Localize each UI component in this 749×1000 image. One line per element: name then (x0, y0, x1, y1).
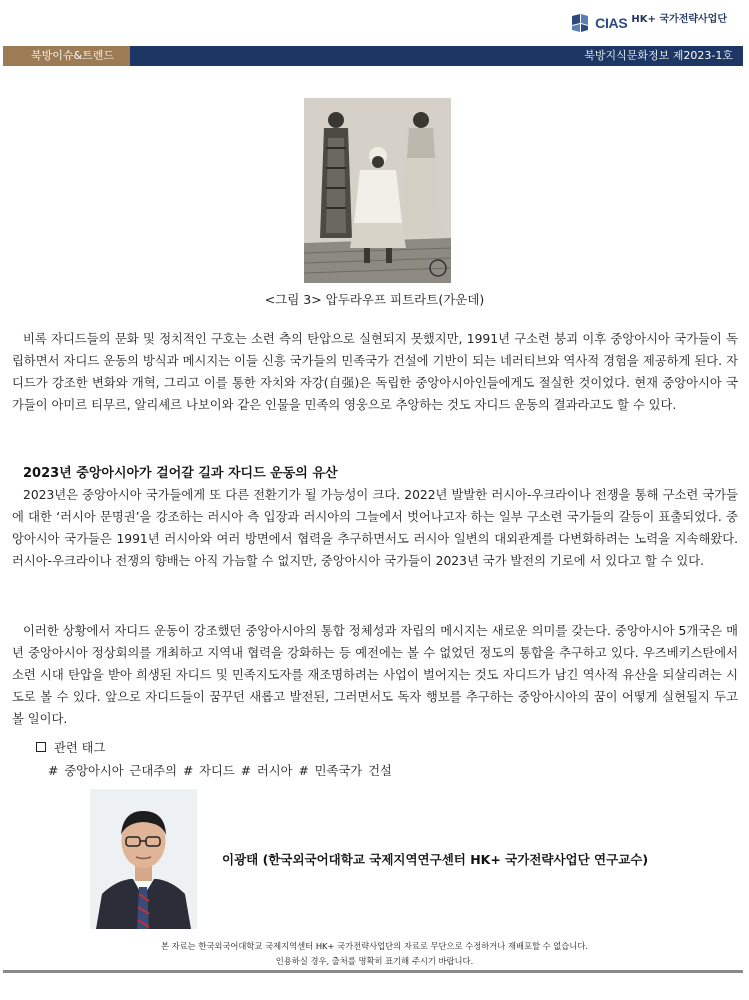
disclaimer-line-1: 본 자료는 한국외국어대학교 국제지역센터 HK+ 국가전략사업단의 자료로 무단으로 수정하거나 재배포할 수 없습니다. (161, 941, 588, 951)
figure-caption: <그림 3> 압두라우프 피트라트(가운데) (264, 292, 485, 307)
body-paragraph-1 (12, 329, 738, 417)
org-logo (569, 12, 727, 34)
issue-label: 북방지식문화정보 제2023-1호 (130, 46, 743, 66)
body-paragraph-1-text: 비록 자디드들의 문화 및 정치적인 구호는 소련 측의 탄압으로 실현되지 못했지만, 1991년 구소련 붕괴 이후 중앙아시아 국가들이 독립하면서 자디드 운동의 방식과 메시지는 이들 신흥 국가들의 민족국가 건설에 기반이 되는 네러티브와 역사적 경험을 제공하게 된다. 자디드가 강조한 변화와 개혁, 그리고 이를 통한 자치와 자강(自强)은 독립한 중앙아시아인들에게도 절실한 것이었다. 현재 중앙아시아 국가들이 아미르 티무르, 알리셰르 나보이와 같은 인물을 민족의 영웅으로 추앙하는 것도 자디드 운동의 결과라고도 할 수 있다. (12, 332, 738, 412)
author-photo (90, 789, 197, 929)
body-paragraph-3 (12, 621, 738, 731)
historical-photo (304, 98, 451, 283)
related-tags-text: 관련 태그 (54, 741, 106, 755)
org-title: HK+ 국가전략사업단 (631, 14, 727, 26)
body-paragraph-3-text: 이러한 상황에서 자디드 운동이 강조했던 중앙아시아의 통합 정체성과 자립의 메시지는 새로운 의미를 갖는다. 중앙아시아 5개국은 매년 중앙아시아 정상회의를 개최하고 지역내 협력을 강화하는 등 예전에는 볼 수 없었던 정도의 통합을 추구하고 있다. 우즈베키스탄에서 소련 시대 탄압을 받아 희생된 자디드 및 민족지도자를 재조명하려는 사업이 벌어지는 것도 자디드가 남긴 역사적 유산을 되살리려는 시도로 볼 수 있다. 앞으로 자디드들이 꿈꾸던 새롭고 발전된, 그러면서도 독자 행보를 추구하는 중앙아시아의 꿈이 어떻게 실현될지 두고 볼 일이다. (12, 624, 738, 726)
logo-fine-print (631, 27, 727, 31)
body-paragraph-2 (12, 485, 738, 573)
section-heading: 2023년 중앙아시아가 걸어갈 길과 자디드 운동의 유산 (23, 466, 338, 481)
bottom-divider (3, 970, 743, 973)
tags-list: # 중앙아시아 근대주의 # 자디드 # 러시아 # 민족국가 건설 (48, 764, 392, 778)
cias-emblem-icon (569, 12, 591, 34)
related-tags-label (36, 738, 105, 756)
section-label: 북방이슈&트렌드 (3, 46, 130, 66)
body-paragraph-2-text: 2023년은 중앙아시아 국가들에게 또 다른 전환기가 될 가능성이 크다. 2022년 발발한 러시아-우크라이나 전쟁을 통해 구소련 국가들에 대한 ‘러시아 문명권’을 강조하는 러시아 측 입장과 러시아의 그늘에서 벗어나고자 하는 일부 구소련 국가들의 갈등이 표출되었다. 중앙아시아 국가들은 1991년 러시아와 여러 방면에서 협력을 추구하면서도 러시아 일변의 대외관계를 다변화하려는 노력을 지속해왔다. 러시아-우크라이나 전쟁의 향배는 아직 가늠할 수 없지만, 중앙아시아 국가들이 2023년 국가 발전의 기로에 서 있다고 할 수 있다. (12, 488, 738, 568)
checkbox-bullet-icon (36, 742, 46, 752)
disclaimer-line-2: 인용하실 경우, 출처를 명확히 표기해 주시기 바랍니다. (275, 956, 474, 966)
logo-wordmark: CIAS (595, 15, 628, 31)
header-bar (3, 46, 743, 66)
author-name: 이광태 (한국외국어대학교 국제지역연구센터 HK+ 국가전략사업단 연구교수) (222, 852, 649, 867)
